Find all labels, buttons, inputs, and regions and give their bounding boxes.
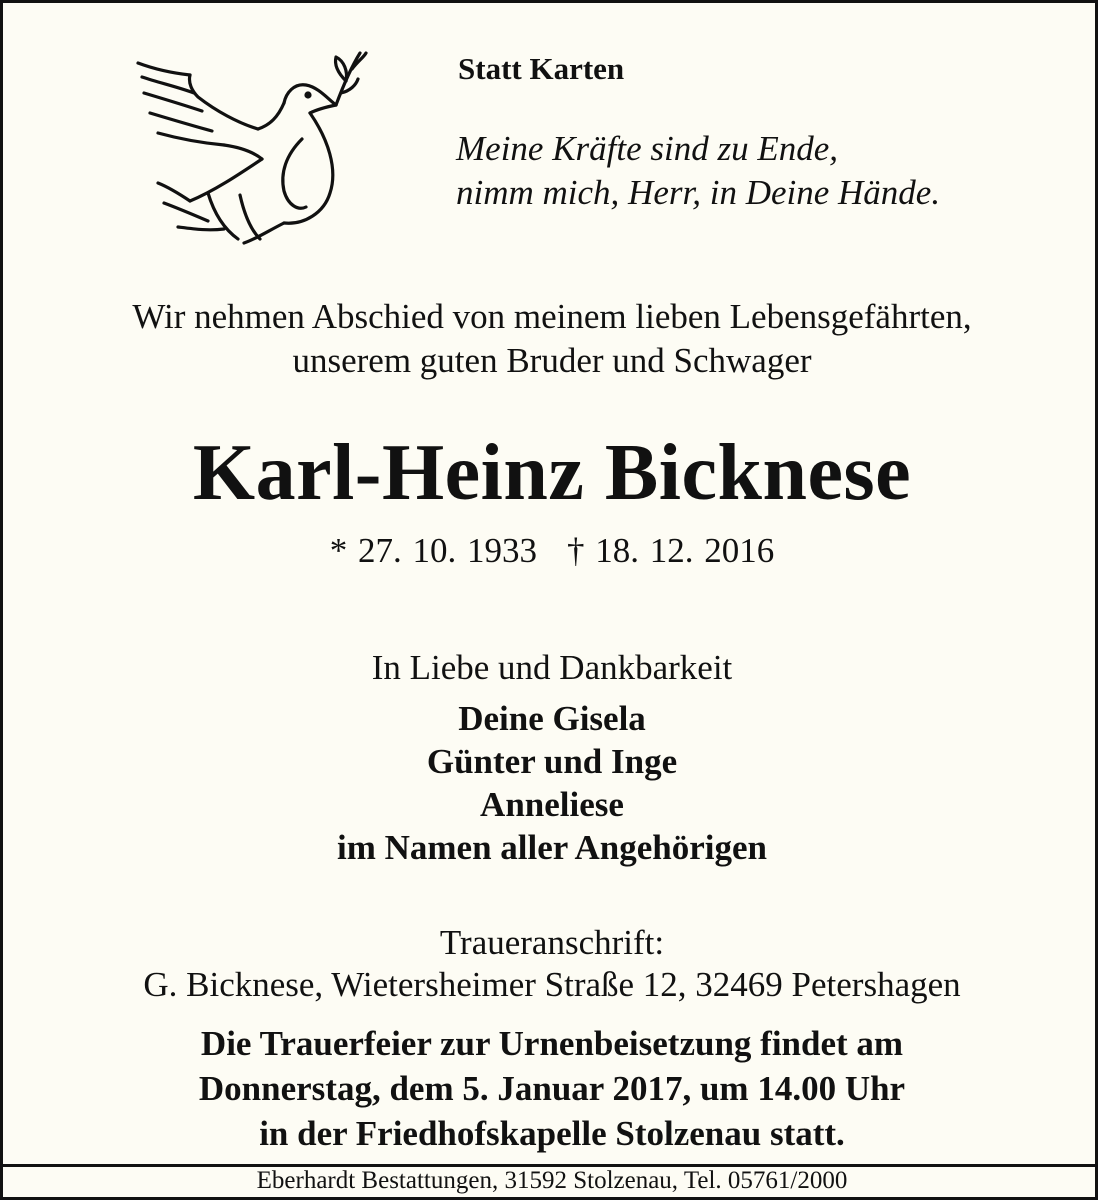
mourner-name: Anneliese [480,785,624,824]
farewell-intro [3,295,1098,383]
intro-line-2: unserem guten Bruder und Schwager [292,341,812,380]
mourner-name: Günter und Inge [426,742,678,781]
address-text: G. Bicknese, Wietersheimer Straße 12, 32469 Petershagen [143,965,961,1004]
mourner-name: Deine Gisela [458,699,646,738]
verse-line-1: Meine Kräfte sind zu Ende, [456,129,839,168]
ceremony-line-2: Donnerstag, dem 5. Januar 2017, um 14.00 Uhr [198,1069,906,1108]
funeral-home-footer: Eberhardt Bestattungen, 31592 Stolzenau, Tel. 05761/2000 [256,1167,848,1194]
death-date: † 18. 12. 2016 [567,531,775,570]
deceased-name: Karl-Heinz Bicknese [192,429,912,517]
life-dates [3,531,1098,571]
birth-date: * 27. 10. 1933 [329,531,537,570]
ceremony-line-1: Die Trauerfeier zur Urnenbeisetzung findet am [200,1024,904,1063]
verse-line-2: nimm mich, Herr, in Deine Hände. [456,173,941,212]
intro-line-1: Wir nehmen Abschied von meinem lieben Lebensgefährten, [132,297,972,336]
address-label: Traueranschrift: [439,923,665,962]
mourners-intro: In Liebe und Dankbarkeit [371,648,733,687]
mourner-name: im Namen aller Angehörigen [336,828,767,867]
ceremony-line-3: in der Friedhofskapelle Stolzenau statt. [259,1114,845,1153]
mourners-list [3,697,1098,869]
bible-verse [456,127,940,215]
ceremony-details [3,1021,1098,1156]
statt-karten-heading: Statt Karten [458,51,625,86]
dove-icon [128,43,368,253]
